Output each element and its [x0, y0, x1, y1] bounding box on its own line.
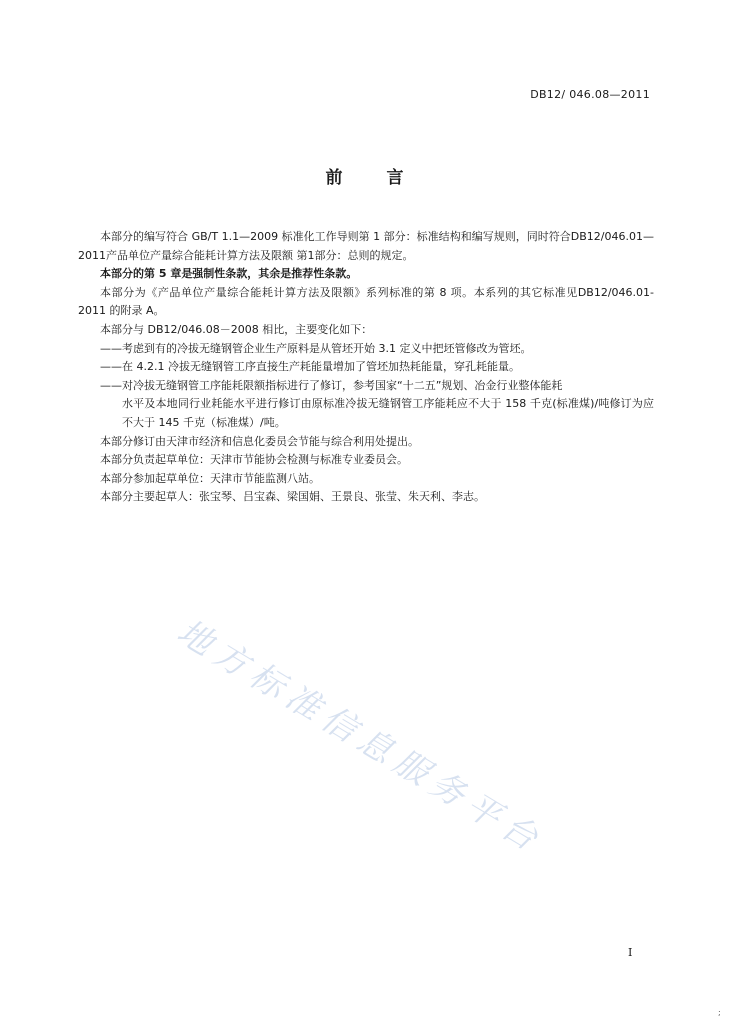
change-item-3-line-1: ——对冷拔无缝钢管工序能耗限额指标进行了修订，参考国家“十二五”规划、冶金行业整体能耗: [100, 378, 563, 392]
page-number: I: [628, 946, 633, 959]
change-item-2: ——在 4.2.1 冷拔无缝钢管工序直接生产耗能量增加了管坯加热耗能量，穿孔耗能量。: [100, 360, 520, 374]
document-code: DB12/ 046.08—2011: [530, 88, 650, 101]
watermark-text: 地方标准信息服务平台: [170, 611, 551, 863]
corner-mark: ;: [718, 1008, 721, 1017]
paragraph-proposer: 本部分修订由天津市经济和信息化委员会节能与综合利用处提出。: [100, 434, 419, 448]
paragraph-mandatory: 本部分的第 5 章是强制性条款，其余是推荐性条款。: [100, 267, 358, 281]
change-item-3-continuation: 水平及本地同行业耗能水平进行修订由原标准冷拔无缝钢管工序能耗应不大于 158 千克(标准煤)/吨修订为应不大于 145 千克（标准煤）/吨。: [122, 397, 654, 429]
title-char-1: 前: [325, 168, 343, 188]
paragraph-conformance: 本部分的编写符合 GB/T 1.1—2009 标准化工作导则第 1 部分：标准结构和编写规则，同时符合DB12/046.01—2011产品单位产量综合能耗计算方法及限额 第1部分：总则的规定。: [78, 230, 654, 262]
change-item-1: ——考虑到有的冷拔无缝钢管企业生产原料是从管坯开始 3.1 定义中把坯管修改为管坯。: [100, 341, 532, 355]
title-char-2: 言: [386, 168, 404, 188]
paragraph-changes-intro: 本部分与 DB12/046.08－2008 相比，主要变化如下：: [100, 322, 373, 336]
foreword-body: [78, 228, 654, 507]
paragraph-drafters: 本部分主要起草人：张宝琴、吕宝森、梁国娟、王景良、张莹、朱天利、李志。: [100, 490, 485, 504]
section-title: [0, 163, 729, 188]
paragraph-series: 本部分为《产品单位产量综合能耗计算方法及限额》系列标准的第 8 项。本系列的其它标准见DB12/046.01-2011 的附录 A。: [78, 285, 654, 318]
paragraph-participating-unit: 本部分参加起草单位：天津市节能监测八站。: [100, 471, 320, 485]
paragraph-responsible-unit: 本部分负责起草单位：天津市节能协会检测与标准专业委员会。: [100, 453, 408, 467]
change-item-3: [78, 377, 654, 433]
